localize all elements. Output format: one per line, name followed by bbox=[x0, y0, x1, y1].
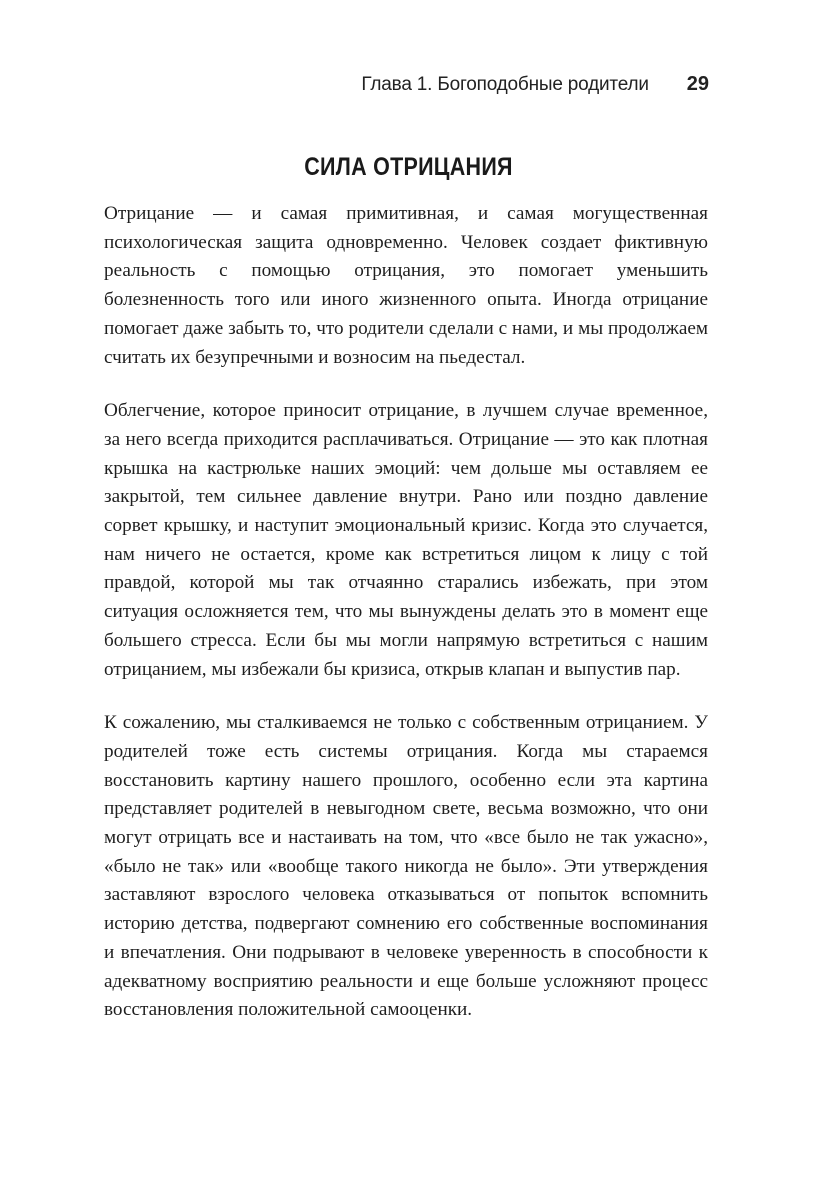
paragraph: К сожалению, мы сталкиваемся не только с собственным отрицанием. У родителей тоже есть системы отрицания. Когда мы стараемся восстановить картину нашего прошлого, особенно если эта картина представляет родителей в невыгодном свете, весьма возможно, что они могут отрицать все и настаивать на том, что «все было не так ужасно», «было не так» или «вообще такого никогда не было». Эти утверждения заставляют взрослого человека отказываться от попыток вспомнить историю детства, подвергают сомнению его собственные воспоминания и впечатления. Они подрывают в человеке уверенность в способности к адекватному восприятию реальности и еще больше усложняют процесс восстановления положительной самооценки. bbox=[104, 712, 708, 1021]
running-head bbox=[361, 73, 709, 96]
paragraph: Отрицание — и самая примитивная, и самая могущественная психологическая защита одновременно. Человек создает фиктивную реальность с помощью отрицания, это помогает уменьшить болезненность того или иного жизненного опыта. Иногда отрицание помогает даже забыть то, что родители сделали с нами, и мы продолжаем считать их безупречными и возносим на пьедестал. bbox=[104, 203, 708, 368]
paragraph: Облегчение, которое приносит отрицание, в лучшем случае временное, за него всегда приходится расплачиваться. Отрицание — это как плотная крышка на кастрюльке наших эмоций: чем дольше мы оставляем ее закрытой, тем сильнее давление внутри. Рано или поздно давление сорвет крышку, и наступит эмоциональный кризис. Когда это случается, нам ничего не остается, кроме как встретиться лицом к лицу с той правдой, которой мы так отчаянно старались избежать, при этом ситуация осложняется тем, что мы вынуждены делать это в момент еще большего стресса. Если бы мы могли напрямую встретиться с нашим отрицанием, мы избежали бы кризиса, открыв клапан и выпустив пар. bbox=[104, 400, 708, 680]
page-number: 29 bbox=[686, 73, 709, 95]
body-text bbox=[104, 200, 708, 1025]
chapter-title: Глава 1. Богоподобные родители bbox=[361, 74, 649, 95]
section-title: СИЛА ОТРИЦАНИЯ bbox=[304, 153, 513, 181]
